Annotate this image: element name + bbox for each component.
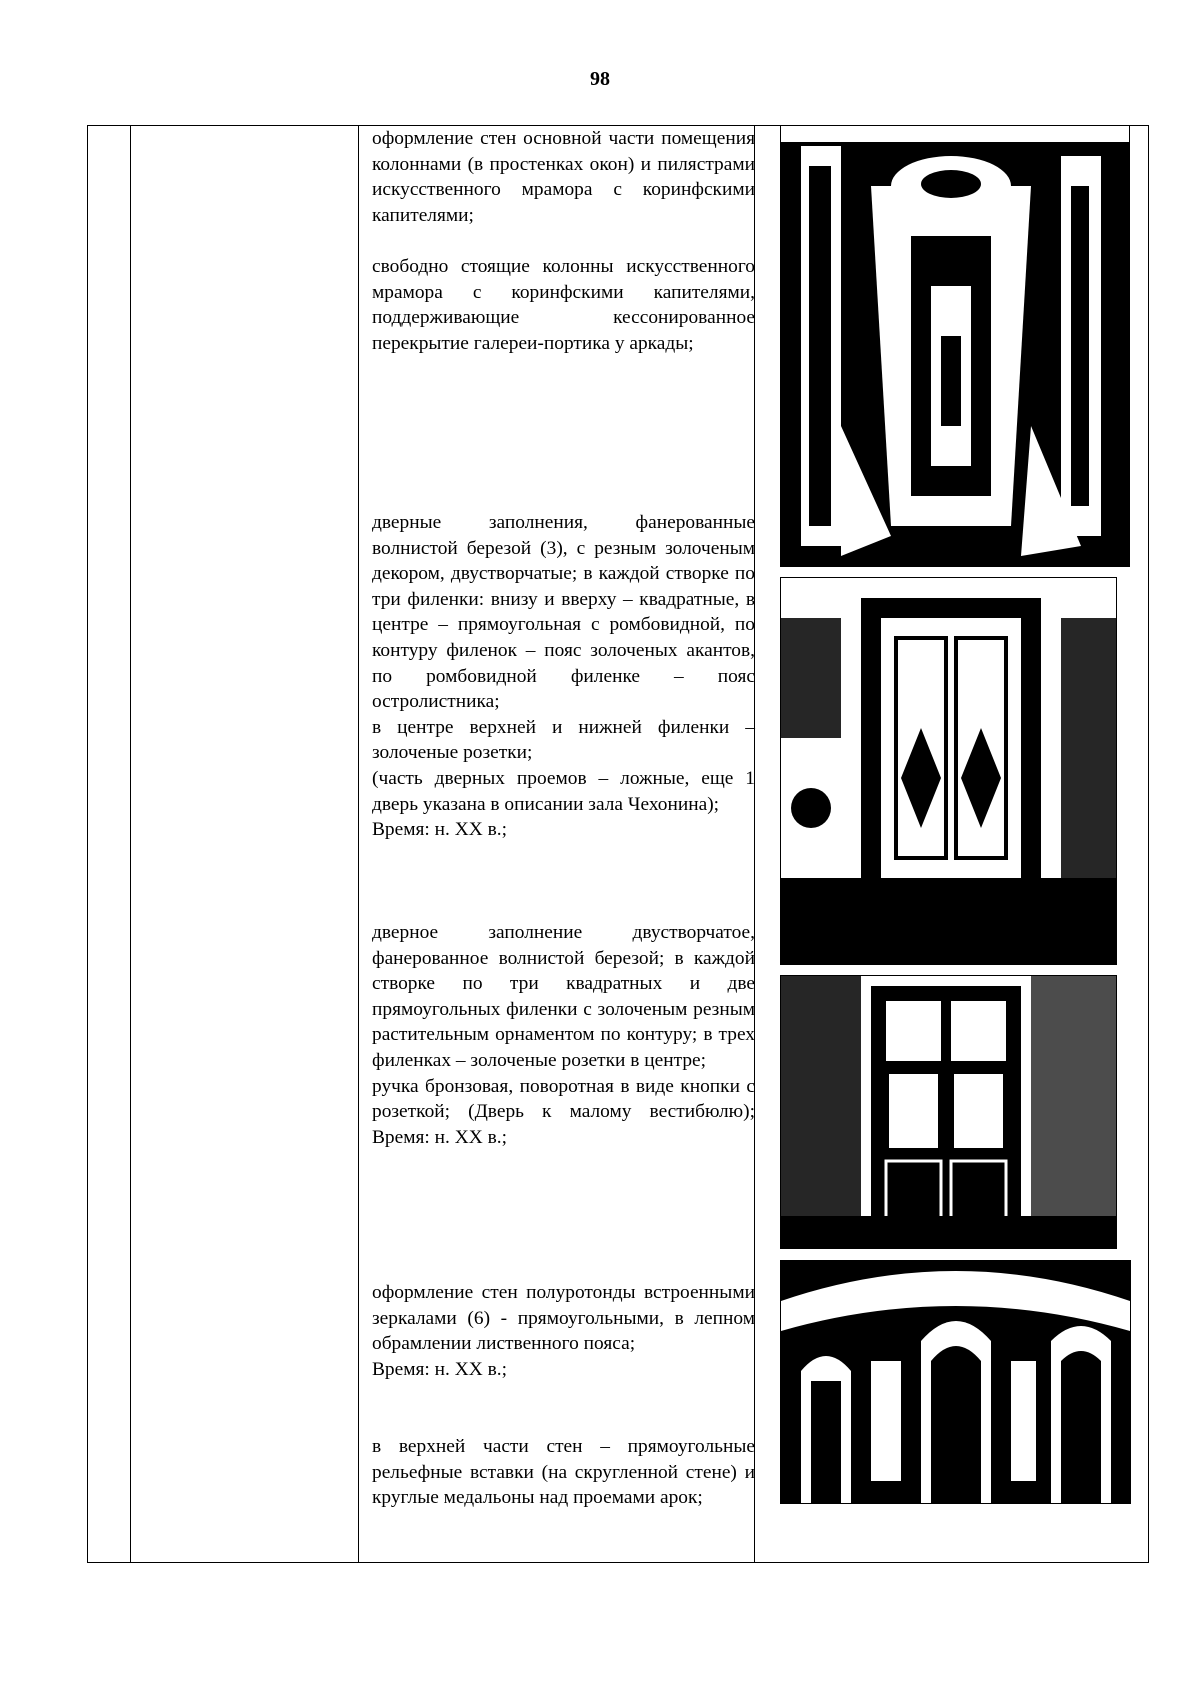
photo-double-door xyxy=(780,577,1117,965)
photo-colonnade-gallery xyxy=(780,125,1130,567)
description-relief-medallions: в верхней части стен – прямоугольные рельефные вставки (на скругленной стене) и круглые медальоны над проемами арок; xyxy=(372,1436,755,1509)
description-rotunda-mirrors: оформление стен полуротонды встроенными зеркалами (6) - прямоугольными, в лепном обрамлении лиственного пояса; Время: н. XX в.; xyxy=(372,1282,755,1380)
description-freestanding-columns: свободно стоящие колонны искусственного мрамора с коринфскими капителями, поддерживающие кессонированное перекрытие галереи-портика у аркады; xyxy=(372,256,755,354)
description-walls-columns: оформление стен основной части помещения колоннами (в простенках окон) и пилястрами искусственного мрамора с коринфскими капителями; xyxy=(372,128,755,226)
description-door-small-vestibule: дверное заполнение двустворчатое, фанерованное волнистой березой; в каждой створке по три квадратных и две прямоугольных филенки с золоченым резным растительным орнаментом по контуру; в трех филенках – золоченые розетки в центре; ручка бронзовая, поворотная в виде кнопки с розеткой; (Дверь к малому вестибюлю); Время: н. XX в.; xyxy=(372,922,755,1148)
photo-double-door-vestibule xyxy=(780,975,1117,1249)
column-divider-1 xyxy=(130,126,131,1562)
description-door-fillings: дверные заполнения, фанерованные волнистой березой (3), с резным золоченым декором, двустворчатые; в каждой створке по три филенки: внизу и вверху – квадратные, в центре – прямоугольная с ромбовидной, по контуру филенок – пояс золоченых акантов, по ромбовидной филенке – пояс остролистника; в центре верхней и нижней филенки – золоченые розетки; (часть дверных проемов – ложные, еще 1 дверь указана в описании зала Чехонина); Время: н. XX в.; xyxy=(372,512,755,841)
photo-half-rotunda xyxy=(780,1260,1131,1504)
page-number: 98 xyxy=(590,68,610,90)
column-divider-2 xyxy=(358,126,359,1562)
